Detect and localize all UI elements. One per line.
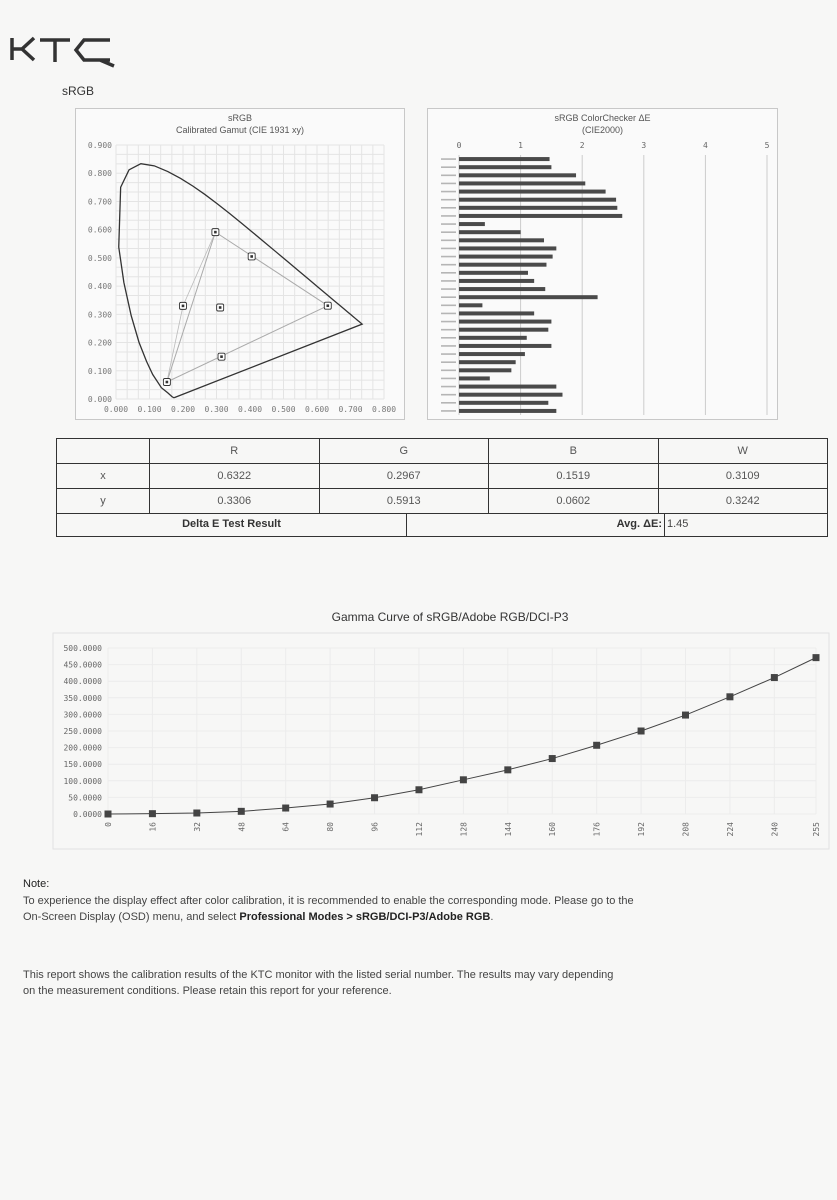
avg-delta-e-value: 1.45 <box>667 518 689 530</box>
gamma-point <box>327 801 334 808</box>
delta-e-bar <box>459 206 617 210</box>
table-cell: 0.3109 <box>658 464 828 489</box>
x-tick-label: 4 <box>702 141 708 150</box>
y-tick-label: 0.300 <box>87 310 112 320</box>
y-tick-label: 0.200 <box>87 338 112 348</box>
gamma-point <box>682 712 689 719</box>
x-tick-label: 0.200 <box>170 405 196 414</box>
x-tick-label: 0.800 <box>371 405 397 414</box>
y-tick-label: 200.0000 <box>63 743 102 753</box>
gamut-point-dot <box>220 355 223 358</box>
delta-e-bar <box>459 303 482 307</box>
row-label: y <box>57 489 150 514</box>
note-line: To experience the display effect after color calibration, it is recommended to enable the corresponding mode. Please go to the <box>23 895 634 907</box>
delta-e-bar <box>459 173 576 177</box>
note-text-prefix: On-Screen Display (OSD) menu, and select <box>23 911 240 923</box>
x-tick-label: 5 <box>764 141 770 150</box>
gamma-chart <box>52 632 832 852</box>
y-tick-label: 0.600 <box>87 225 112 235</box>
section-title: sRGB <box>62 84 95 98</box>
gamma-point <box>460 776 467 783</box>
delta-e-bar <box>459 344 551 348</box>
gamma-point <box>149 810 156 817</box>
y-tick-label: 50.0000 <box>68 793 102 803</box>
delta-e-bar <box>459 287 545 291</box>
gamma-point <box>771 674 778 681</box>
delta-e-bar <box>459 352 525 356</box>
note-text <box>23 893 634 925</box>
delta-e-bar <box>459 295 598 299</box>
gamut-point-dot <box>214 231 217 234</box>
gamma-chart-frame <box>53 633 829 849</box>
colorchecker-chart <box>428 109 777 419</box>
table-cell: 0.6322 <box>150 464 320 489</box>
delta-e-bar <box>459 157 550 161</box>
delta-e-bar <box>459 230 521 234</box>
disclaimer-line: This report shows the calibration results of the KTC monitor with the listed serial number. The results may vary depending <box>23 969 614 981</box>
delta-e-bar <box>459 360 516 364</box>
x-tick-label: 0.000 <box>103 405 129 414</box>
x-tick-label: 16 <box>148 822 158 832</box>
x-tick-label: 0.500 <box>271 405 296 414</box>
gamma-point <box>549 755 556 762</box>
x-tick-label: 128 <box>459 822 469 837</box>
delta-e-bar <box>459 181 585 185</box>
delta-e-bar <box>459 320 551 324</box>
y-tick-label: 0.900 <box>87 141 112 150</box>
gamma-chart-title: Gamma Curve of sRGB/Adobe RGB/DCI-P3 <box>331 610 569 624</box>
x-tick-label: 0.700 <box>338 405 363 414</box>
note-text-suffix: . <box>490 911 494 923</box>
y-tick-label: 100.0000 <box>63 776 102 786</box>
note-mode-path: Professional Modes > sRGB/DCI-P3/Adobe RGB <box>239 911 491 923</box>
delta-e-bar <box>459 198 616 202</box>
delta-e-bar <box>459 255 553 259</box>
x-tick-label: 1 <box>518 141 524 150</box>
x-tick-label: 32 <box>192 822 202 832</box>
note-line <box>23 909 634 925</box>
y-tick-label: 0.700 <box>87 197 112 207</box>
x-tick-label: 80 <box>326 822 336 832</box>
y-tick-label: 400.0000 <box>63 677 102 687</box>
header-b: B <box>489 439 659 464</box>
y-tick-label: 0.100 <box>87 366 112 376</box>
x-tick-label: 48 <box>237 822 247 832</box>
table-cell: 0.1519 <box>489 464 659 489</box>
header-g: G <box>319 439 489 464</box>
table-row <box>57 489 828 514</box>
gamut-chart-title: sRGB <box>227 113 252 123</box>
ktc-logo <box>8 30 118 70</box>
delta-e-bar <box>459 271 528 275</box>
x-tick-label: 2 <box>579 141 585 150</box>
y-tick-label: 150.0000 <box>63 760 102 770</box>
gamma-point <box>415 786 422 793</box>
x-tick-label: 0.400 <box>237 405 263 414</box>
y-tick-label: 350.0000 <box>63 693 102 703</box>
x-tick-label: 3 <box>641 141 647 150</box>
spectral-locus <box>119 164 362 398</box>
delta-e-label: Delta E Test Result <box>57 513 407 536</box>
table-header-row <box>57 439 828 464</box>
colorchecker-chart-subtitle: (CIE2000) <box>581 125 624 135</box>
y-tick-label: 250.0000 <box>63 727 102 736</box>
avg-delta-e-label: Avg. ΔE: <box>407 513 665 536</box>
y-tick-label: 0.000 <box>87 395 112 404</box>
gamma-point <box>238 808 245 815</box>
y-tick-label: 500.0000 <box>63 644 102 653</box>
table-cell: 0.3306 <box>150 489 320 514</box>
table-cell: 0.0602 <box>489 489 659 514</box>
x-tick-label: 0 <box>104 822 113 827</box>
delta-e-bar <box>459 246 556 250</box>
x-tick-label: 208 <box>681 822 691 837</box>
delta-e-bar <box>459 393 562 397</box>
row-label: x <box>57 464 150 489</box>
delta-e-bar <box>459 376 490 380</box>
x-tick-label: 144 <box>503 822 513 837</box>
table-cell: 0.5913 <box>319 489 489 514</box>
table-row <box>57 464 828 489</box>
gamut-point-dot <box>182 305 185 308</box>
colorchecker-chart-title: sRGB ColorChecker ΔE <box>554 113 651 123</box>
gamut-point-dot <box>166 381 169 384</box>
gamma-point <box>371 794 378 801</box>
x-tick-label: 255 <box>812 822 821 837</box>
table-cell: 0.3242 <box>658 489 828 514</box>
y-tick-label: 0.0000 <box>73 810 102 819</box>
gamma-point <box>504 766 511 773</box>
coordinates-table <box>56 438 828 514</box>
header-w: W <box>658 439 828 464</box>
disclaimer-text <box>23 967 613 999</box>
table-cell: 0.2967 <box>319 464 489 489</box>
y-tick-label: 450.0000 <box>63 660 102 670</box>
x-tick-label: 0.600 <box>304 405 330 414</box>
delta-e-bar <box>459 328 548 332</box>
x-tick-label: 224 <box>725 822 735 837</box>
delta-e-bar <box>459 214 622 218</box>
x-tick-label: 0 <box>456 141 462 150</box>
delta-e-bar <box>459 409 556 413</box>
delta-e-row <box>56 513 828 537</box>
x-tick-label: 64 <box>281 822 291 832</box>
y-tick-label: 0.500 <box>87 253 112 263</box>
gamma-point <box>726 693 733 700</box>
disclaimer-line: on the measurement conditions. Please retain this report for your reference. <box>23 985 392 997</box>
y-tick-label: 0.400 <box>87 282 112 292</box>
gamma-point <box>593 742 600 749</box>
x-tick-label: 112 <box>414 822 424 837</box>
gamma-point <box>813 654 820 661</box>
table-corner-cell <box>57 439 150 464</box>
gamut-triangle <box>167 232 328 382</box>
gamma-point <box>638 728 645 735</box>
x-tick-label: 240 <box>770 822 780 837</box>
y-tick-label: 0.800 <box>87 169 112 179</box>
delta-e-bar <box>459 222 485 226</box>
delta-e-bar <box>459 279 534 283</box>
x-tick-label: 176 <box>592 822 602 837</box>
gamut-point-dot <box>219 306 222 309</box>
gamma-point <box>105 811 112 818</box>
x-tick-label: 0.100 <box>137 405 162 414</box>
delta-e-result <box>407 513 827 536</box>
x-tick-label: 0.300 <box>204 405 229 414</box>
gamma-point <box>193 810 200 817</box>
gamut-point-dot <box>326 304 329 307</box>
gamut-chart <box>76 109 404 419</box>
note-title: Note: <box>23 878 50 890</box>
y-tick-label: 300.0000 <box>63 710 102 720</box>
delta-e-bar <box>459 401 548 405</box>
gamma-point <box>282 805 289 812</box>
x-tick-label: 96 <box>370 822 380 832</box>
delta-e-bar <box>459 336 527 340</box>
delta-e-bar <box>459 385 556 389</box>
reference-line <box>183 232 215 306</box>
delta-e-bar <box>459 311 534 315</box>
x-tick-label: 160 <box>548 822 558 837</box>
delta-e-bar <box>459 263 546 267</box>
x-tick-label: 192 <box>637 822 647 837</box>
delta-e-bar <box>459 238 544 242</box>
header-r: R <box>150 439 320 464</box>
gamut-point-dot <box>250 255 253 258</box>
delta-e-bar <box>459 368 511 372</box>
colorchecker-chart-panel <box>427 108 778 420</box>
gamut-chart-subtitle: Calibrated Gamut (CIE 1931 xy) <box>175 125 305 135</box>
gamut-chart-panel <box>75 108 405 420</box>
delta-e-bar <box>459 165 551 169</box>
delta-e-bar <box>459 190 606 194</box>
